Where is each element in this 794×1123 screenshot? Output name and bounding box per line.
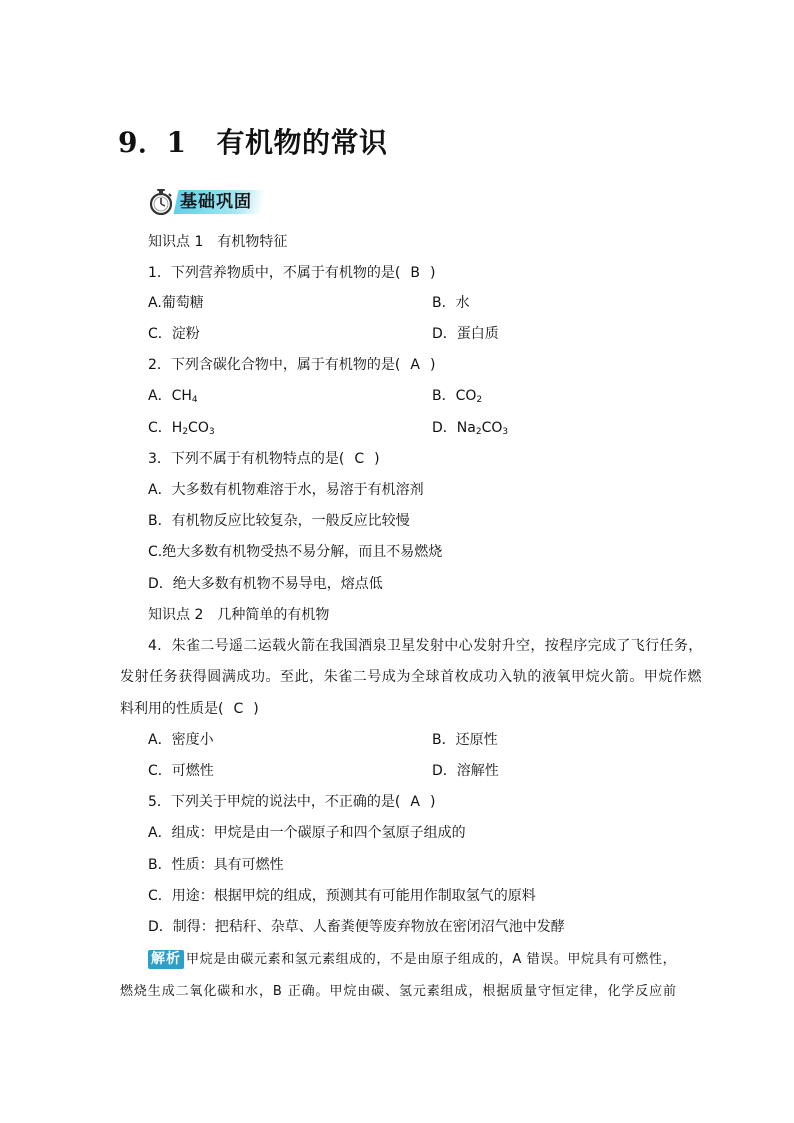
question-3-option-a: A．大多数有机物难溶于水，易溶于有机溶剂 [148,482,424,498]
question-4-option-b: B．还原性 [432,732,498,748]
question-3-option-b: B．有机物反应比较复杂，一般反应比较慢 [148,513,410,529]
question-2-stem: 2．下列含碳化合物中，属于有机物的是( A ) [148,357,436,373]
question-2-option-b: B．$CO_2$ [432,388,483,405]
question-4-option-a: A．密度小 [148,732,214,748]
question-4-answer: C [233,701,244,717]
question-4-line-2: 发射任务获得圆满成功。至此，朱雀二号成为全球首枚成功入轨的液氧甲烷火箭。甲烷作燃 [120,669,702,685]
question-1-option-b: B．水 [432,295,470,311]
question-2-option-d: D．$Na_2CO_3$ [432,420,509,437]
question-2-option-a: A．$CH_4$ [148,388,198,405]
question-5-option-b: B．性质：具有可燃性 [148,857,284,873]
question-5-option-c: C．用途：根据甲烷的组成，预测其有可能用作制取氢气的原料 [148,888,536,904]
analysis-badge: 解析 [148,950,184,969]
question-1-stem: 1．下列营养物质中，不属于有机物的是( B ) [148,265,436,281]
section-banner [148,188,264,216]
question-1-option-c: C．淀粉 [148,326,200,342]
question-4-line-1: 4．朱雀二号遥二运载火箭在我国酒泉卫星发射中心发射升空，按程序完成了飞行任务， [148,638,703,654]
question-2-answer: A [410,357,420,373]
question-4-option-c: C．可燃性 [148,763,214,779]
question-3-stem: 3．下列不属于有机物特点的是( C ) [148,451,380,467]
question-3-answer: C [354,451,365,467]
question-5-option-a: A．组成：甲烷是由一个碳原子和四个氢原子组成的 [148,825,466,841]
question-5-option-d: D．制得：把秸秆、杂草、人畜粪便等废弃物放在密闭沼气池中发酵 [148,919,565,935]
question-1-option-d: D．蛋白质 [432,326,499,342]
question-2-option-c: C．$H_2CO_3$ [148,420,215,437]
question-1-answer: B [410,265,420,281]
question-5-answer: A [410,794,420,810]
section-number: 9．1 [118,126,187,159]
knowledge-point-2: 知识点 2 几种简单的有机物 [148,607,330,623]
page-title [118,121,387,161]
section-label: 基础巩固 [173,190,266,214]
question-3-option-c: C.绝大多数有机物受热不易分解，而且不易燃烧 [148,544,443,560]
question-5-stem: 5．下列关于甲烷的说法中，不正确的是( A ) [148,794,436,810]
question-3-option-d: D．绝大多数有机物不易导电，熔点低 [148,576,383,592]
analysis-line-2: 燃烧生成二氧化碳和水，B 正确。甲烷由碳、氢元素组成，根据质量守恒定律，化学反应前 [120,984,677,999]
question-4-option-d: D．溶解性 [432,763,499,779]
chapter-title: 有机物的常识 [216,126,388,159]
stopwatch-icon [148,189,174,215]
question-1-option-a: A.葡萄糖 [148,295,204,311]
question-4-line-3: 料利用的性质是( C ) [120,701,259,717]
knowledge-point-1: 知识点 1 有机物特征 [148,234,288,250]
analysis-line-1: 甲烷是由碳元素和氢元素组成的，不是由原子组成的，A 错误。甲烷具有可燃性， [186,952,677,967]
